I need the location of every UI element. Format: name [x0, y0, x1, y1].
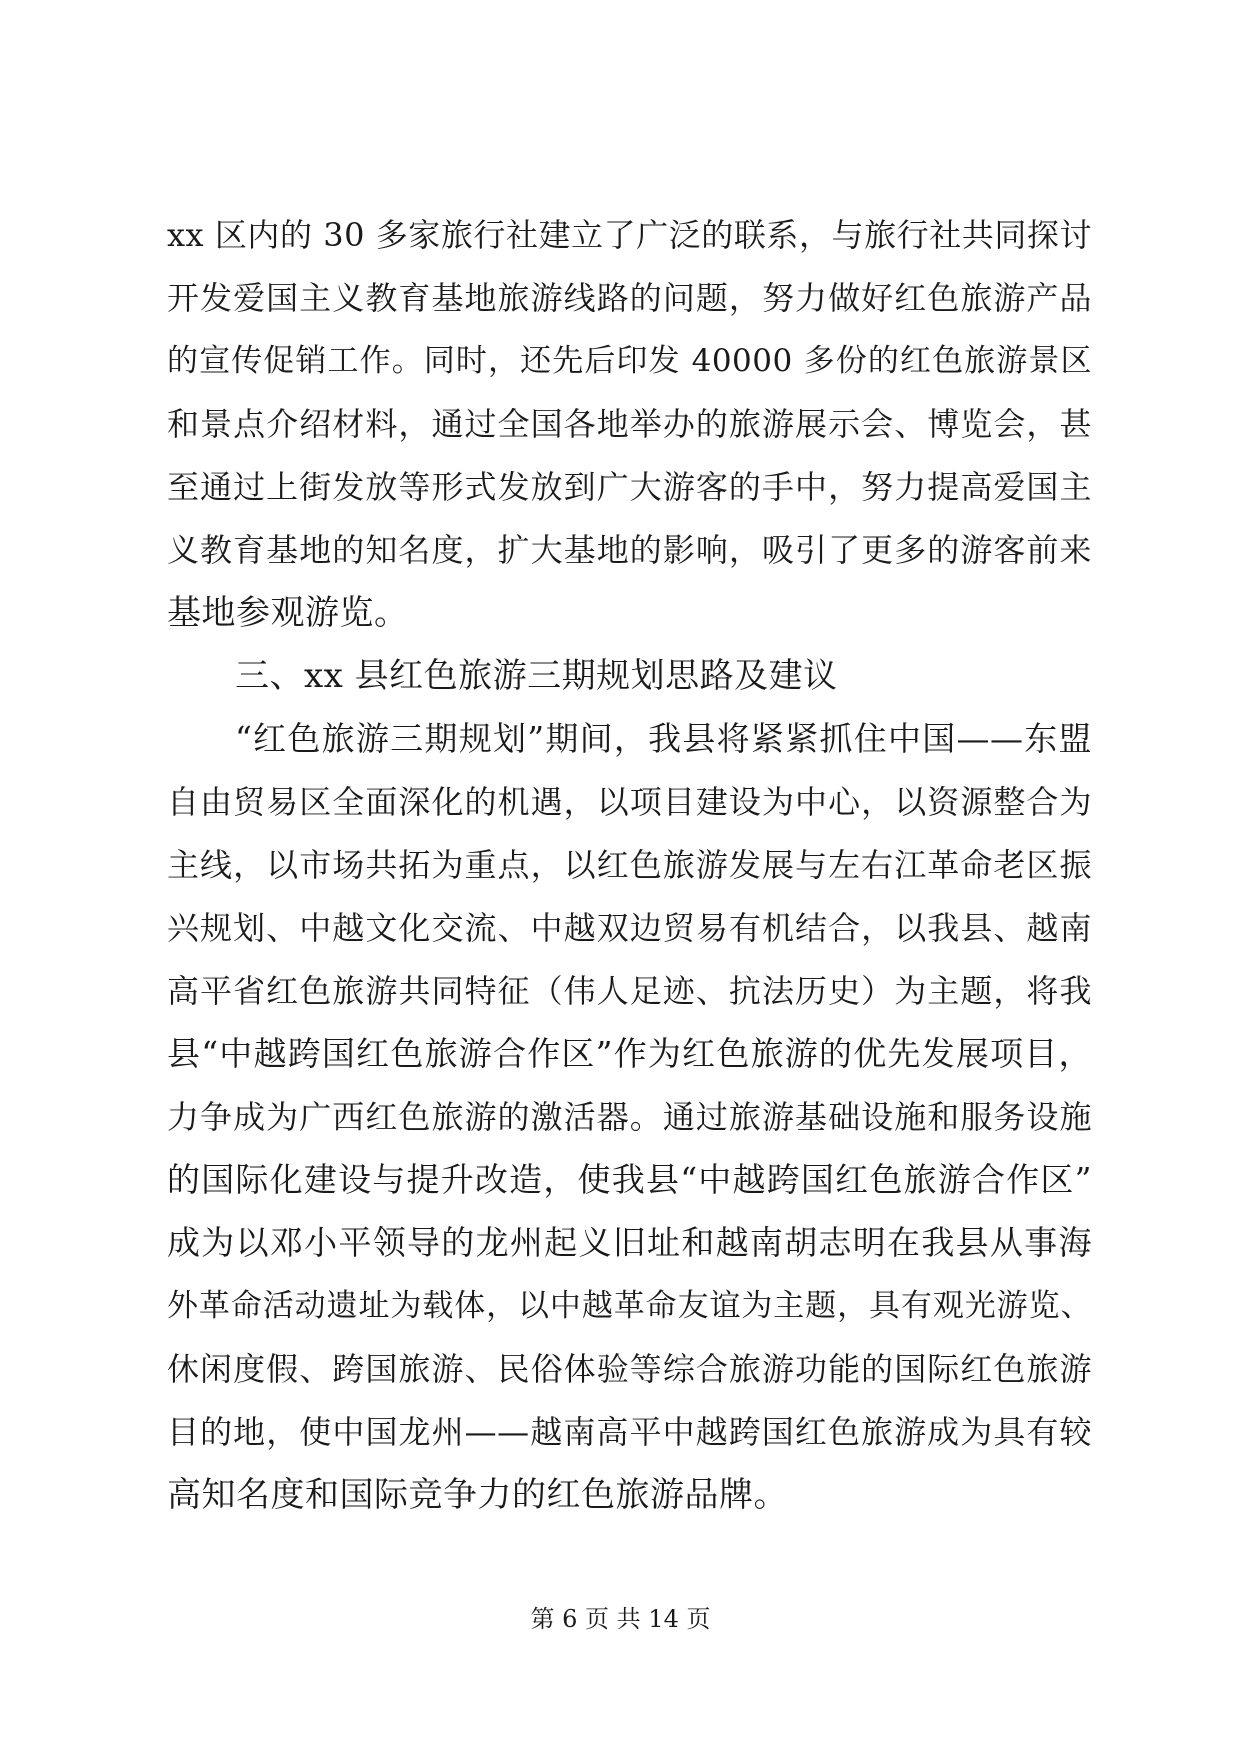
- body-text-line: 外革命活动遗址为载体，以中越革命友谊为主题，具有观光游览、: [167, 1288, 1092, 1324]
- body-text-line: 休闲度假、跨国旅游、民俗体验等综合旅游功能的国际红色旅游: [167, 1350, 1092, 1388]
- body-text-line: 自由贸易区全面深化的机遇，以项目建设为中心，以资源整合为: [167, 783, 1092, 821]
- body-text-line: 高平省红色旅游共同特征（伟人足迹、抗法历史）为主题，将我: [167, 972, 1092, 1010]
- body-text-line: 县“中越跨国红色旅游合作区”作为红色旅游的优先发展项目，: [167, 1034, 1092, 1073]
- page-number-footer: 第 6 页 共 14 页: [530, 1605, 711, 1633]
- body-text-line: 成为以邓小平领导的龙州起义旧址和越南胡志明在我县从事海: [167, 1223, 1092, 1262]
- body-text-line: 和景点介绍材料，通过全国各地举办的旅游展示会、博览会，甚: [167, 405, 1092, 443]
- body-text-line: 目的地，使中国龙州——越南高平中越跨国红色旅游成为具有较: [167, 1413, 1092, 1451]
- section-heading: 三、xx 县红色旅游三期规划思路及建议: [235, 656, 838, 696]
- body-text-line: 的国际化建设与提升改造，使我县“中越跨国红色旅游合作区”: [167, 1160, 1092, 1199]
- body-text-line: 的宣传促销工作。同时，还先后印发 40000 多份的红色旅游景区: [167, 343, 1092, 379]
- body-text-line: 基地参观游览。: [167, 593, 409, 633]
- body-text-line: “红色旅游三期规划”期间，我县将紧紧抓住中国——东盟: [235, 719, 1092, 758]
- body-text-line: 开发爱国主义教育基地旅游线路的问题，努力做好红色旅游产品: [167, 279, 1092, 317]
- body-text-line: xx 区内的 30 多家旅行社建立了广泛的联系，与旅行社共同探讨: [167, 216, 1092, 254]
- body-text-line: 义教育基地的知名度，扩大基地的影响，吸引了更多的游客前来: [167, 531, 1092, 569]
- body-text-line: 力争成为广西红色旅游的激活器。通过旅游基础设施和服务设施: [167, 1098, 1092, 1136]
- body-text-line: 高知名度和国际竞争力的红色旅游品牌。: [167, 1475, 788, 1515]
- body-text-line: 至通过上街发放等形式发放到广大游客的手中，努力提高爱国主: [167, 468, 1092, 506]
- body-text-line: 兴规划、中越文化交流、中越双边贸易有机结合，以我县、越南: [167, 909, 1092, 947]
- body-text-line: 主线，以市场共拓为重点，以红色旅游发展与左右江革命老区振: [167, 846, 1092, 884]
